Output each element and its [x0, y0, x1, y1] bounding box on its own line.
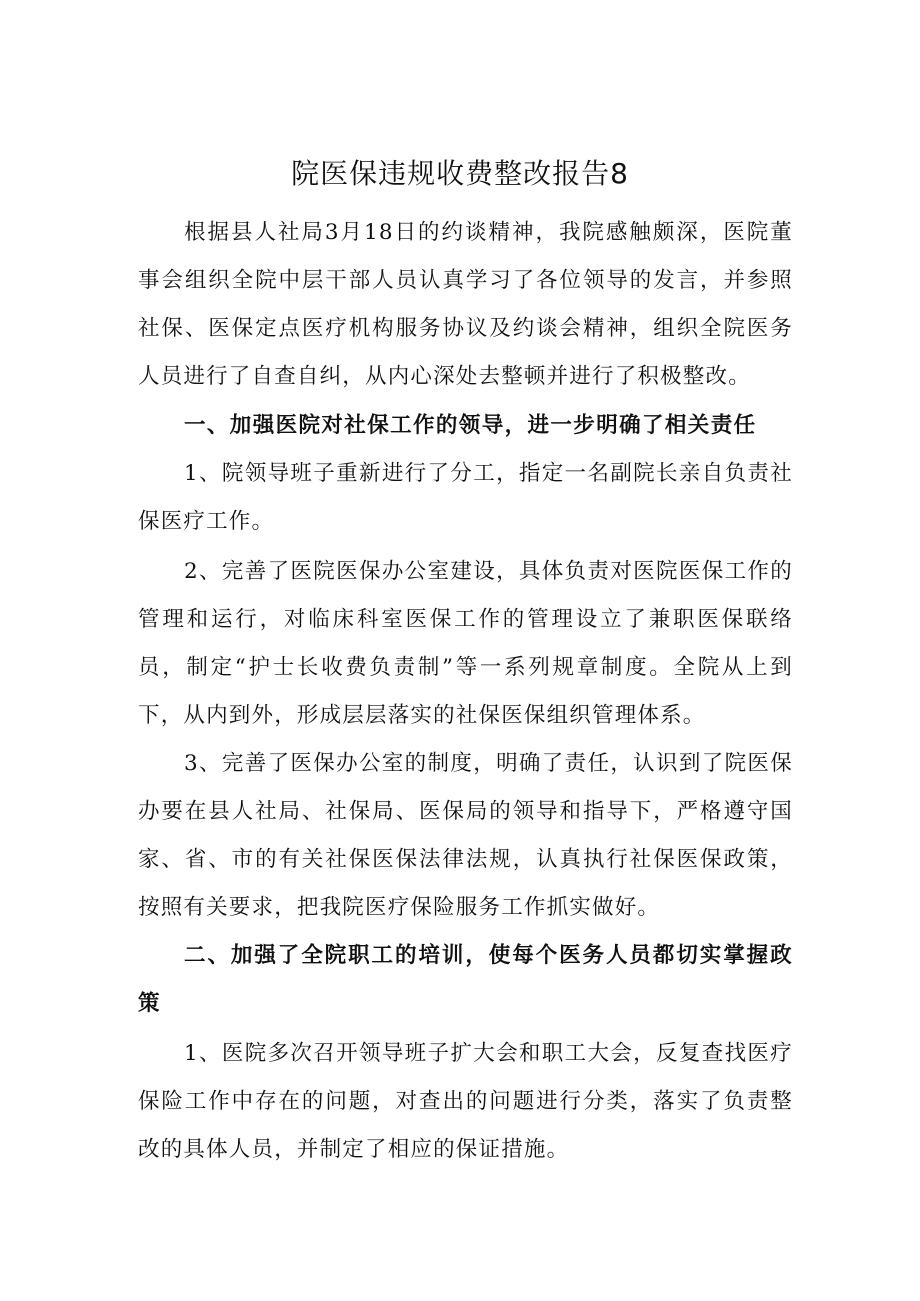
section2-item-1: 1、医院多次召开领导班子扩大会和职工大会，反复查找医疗保险工作中存在的问题，对查出的问题进行分类，落实了负责整改的具体人员，并制定了相应的保证措施。	[138, 1041, 793, 1162]
section1-item-3: 3、完善了医保办公室的制度，明确了责任，认识到了院医保办要在县人社局、社保局、医保局的领导和指导下，严格遵守国家、省、市的有关社保医保法律法规，认真执行社保医保政策，按照有关要求，把我院医疗保险服务工作抓实做好。	[138, 751, 793, 920]
section-heading-1: 一、加强医院对社保工作的领导，进一步明确了相关责任	[184, 413, 757, 438]
document-title: 院医保违规收费整改报告8	[291, 157, 629, 190]
section1-item-1: 1、院领导班子重新进行了分工，指定一名副院长亲自负责社保医疗工作。	[138, 461, 793, 534]
section-heading-2: 二、加强了全院职工的培训，使每个医务人员都切实掌握政策	[138, 943, 793, 1016]
intro-paragraph: 根据县人社局3月18日的约谈精神，我院感触颇深，医院董事会组织全院中层干部人员认真学习了各位领导的发言，并参照社保、医保定点医疗机构服务协议及约谈会精神，组织全院医务人员进行了自查自纠，从内心深处去整顿并进行了积极整改。	[138, 220, 793, 389]
section1-item-2: 2、完善了医院医保办公室建设，具体负责对医院医保工作的管理和运行，对临床科室医保工作的管理设立了兼职医保联络员，制定“护士长收费负责制”等一系列规章制度。全院从上到下，从内到外，形成层层落实的社保医保组织管理体系。	[138, 559, 793, 728]
